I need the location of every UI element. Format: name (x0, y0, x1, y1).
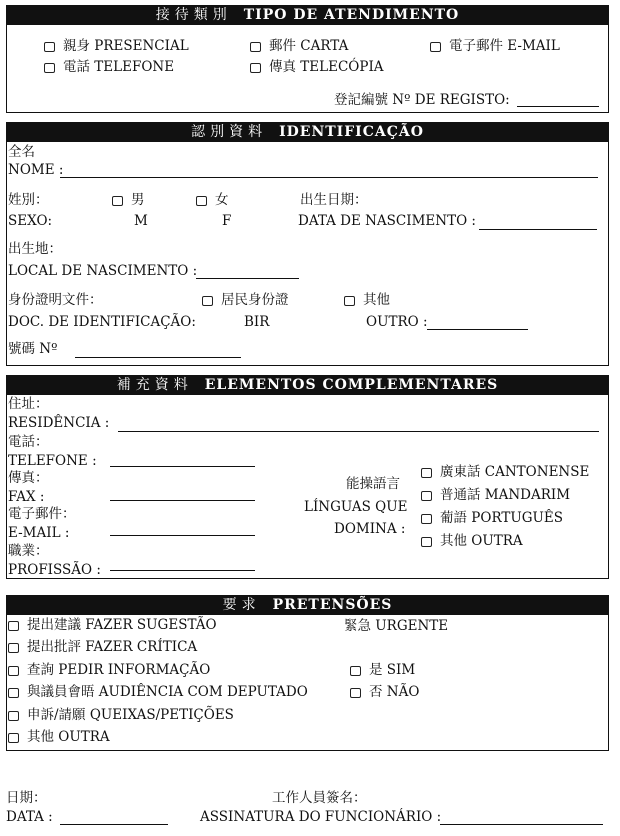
local-label-pt: LOCAL DE NASCIMENTO : (8, 263, 198, 279)
section-header-pretensoes: 要求 PRETENSÕES (6, 595, 609, 615)
checkbox[interactable] (430, 42, 441, 52)
doc-label-pt: DOC. DE IDENTIFICAÇÃO: (8, 314, 196, 330)
checkbox[interactable] (8, 711, 19, 721)
header-zh: 接待類別 (155, 7, 232, 23)
checkbox[interactable] (250, 42, 261, 52)
section-header-identificacao: 認別資料 IDENTIFICAÇÃO (6, 122, 609, 142)
nome-label-zh: 全名 (8, 144, 35, 160)
checkbox[interactable] (8, 733, 19, 743)
checkbox[interactable] (421, 537, 432, 547)
option-sugestao[interactable]: 提出建議 FAZER SUGESTÃO (8, 619, 217, 633)
fax-label-zh: 傳真： (8, 470, 49, 486)
email-label-pt: E-MAIL : (8, 525, 70, 541)
option-telecopia[interactable]: 傳真 TELECÓPIA (250, 61, 384, 75)
nasc-label-zh: 出生日期： (300, 192, 368, 208)
option-sim[interactable]: 是 SIM (350, 664, 415, 678)
numero-label: 號碼 Nº (8, 341, 58, 357)
linguas-label-zh: 能操語言 (346, 476, 400, 492)
option-telefone[interactable]: 電話 TELEFONE (44, 61, 174, 75)
male-label: M (134, 213, 148, 229)
outro-field[interactable] (427, 329, 528, 330)
res-label-zh: 住址： (8, 396, 49, 412)
email-label-zh: 電子郵件： (8, 506, 76, 522)
checkbox[interactable] (421, 514, 432, 524)
fax-label-pt: FAX : (8, 489, 45, 505)
email-field[interactable] (110, 535, 255, 536)
option-critica[interactable]: 提出批評 FAZER CRÍTICA (8, 641, 197, 655)
assinatura-field[interactable] (440, 824, 603, 825)
sexo-label-zh: 姓別： (8, 192, 49, 208)
option-female[interactable]: 女 (196, 194, 229, 208)
tel-field[interactable] (110, 466, 255, 467)
res-field[interactable] (118, 431, 599, 432)
option-outra-lingua[interactable]: 其他 OUTRA (421, 535, 523, 549)
option-outro[interactable]: 其他 (344, 294, 390, 308)
checkbox[interactable] (196, 196, 207, 206)
header-pt: TIPO DE ATENDIMENTO (243, 7, 460, 23)
nasc-field[interactable] (479, 229, 597, 230)
checkbox[interactable] (344, 296, 355, 306)
nome-field[interactable] (60, 177, 598, 178)
data-label-pt: DATA : (6, 809, 53, 825)
local-field[interactable] (196, 278, 299, 279)
section-box-identificacao (6, 142, 609, 366)
checkbox[interactable] (8, 643, 19, 653)
registo-field[interactable] (517, 106, 599, 107)
bir-label: BIR (244, 314, 270, 330)
option-portugues[interactable]: 葡語 PORTUGUÊS (421, 512, 563, 526)
nasc-label-pt: DATA DE NASCIMENTO : (298, 213, 476, 229)
fax-field[interactable] (110, 500, 255, 501)
prof-field[interactable] (110, 570, 255, 571)
option-informacao[interactable]: 查詢 PEDIR INFORMAÇÃO (8, 664, 210, 678)
tel-label-pt: TELEFONE : (8, 453, 97, 469)
urgente-label: 緊急 URGENTE (344, 618, 449, 634)
outro-label: OUTRO : (366, 314, 428, 330)
checkbox[interactable] (350, 666, 361, 676)
option-presencial[interactable]: 親身 PRESENCIAL (44, 40, 189, 54)
nome-label-pt: NOME : (8, 162, 64, 178)
option-carta[interactable]: 郵件 CARTA (250, 40, 348, 54)
prof-label-zh: 職業： (8, 543, 49, 559)
data-field[interactable] (60, 824, 168, 825)
checkbox[interactable] (8, 688, 19, 698)
checkbox[interactable] (350, 688, 361, 698)
checkbox[interactable] (8, 666, 19, 676)
assinatura-label-zh: 工作人員簽名： (272, 790, 367, 806)
option-bir[interactable]: 居民身份證 (202, 294, 289, 308)
checkbox[interactable] (112, 196, 123, 206)
prof-label-pt: PROFISSÃO : (8, 562, 101, 578)
linguas-label-pt1: LÍNGUAS QUE (304, 499, 408, 515)
option-cantonense[interactable]: 廣東話 CANTONENSE (421, 466, 589, 480)
sexo-label-pt: SEXO: (8, 213, 53, 229)
option-outra-pretensao[interactable]: 其他 OUTRA (8, 731, 110, 745)
data-label-zh: 日期： (6, 790, 47, 806)
res-label-pt: RESIDÊNCIA : (8, 415, 110, 431)
doc-label-zh: 身份證明文件： (8, 292, 103, 308)
female-label: F (222, 213, 232, 229)
option-nao[interactable]: 否 NÃO (350, 686, 419, 700)
option-queixas[interactable]: 申訴/請願 QUEIXAS/PETIÇÕES (8, 709, 234, 723)
option-mandarim[interactable]: 普通話 MANDARIM (421, 489, 570, 503)
numero-field[interactable] (75, 357, 241, 358)
option-audiencia[interactable]: 與議員會晤 AUDIÊNCIA COM DEPUTADO (8, 686, 308, 700)
option-male[interactable]: 男 (112, 194, 145, 208)
local-label-zh: 出生地： (8, 241, 62, 257)
checkbox[interactable] (421, 468, 432, 478)
checkbox[interactable] (202, 296, 213, 306)
linguas-label-pt2: DOMINA : (334, 521, 406, 537)
checkbox[interactable] (8, 621, 19, 631)
checkbox[interactable] (44, 42, 55, 52)
registo-label: 登記編號 Nº DE REGISTO: (334, 92, 510, 108)
checkbox[interactable] (250, 63, 261, 73)
option-email[interactable]: 電子郵件 E-MAIL (430, 40, 560, 54)
checkbox[interactable] (44, 63, 55, 73)
checkbox[interactable] (421, 491, 432, 501)
section-header-tipo-atendimento (6, 5, 609, 25)
section-header-elementos: 補充資料 ELEMENTOS COMPLEMENTARES (6, 375, 609, 395)
assinatura-label-pt: ASSINATURA DO FUNCIONÁRIO : (200, 809, 442, 825)
tel-label-zh: 電話： (8, 434, 49, 450)
